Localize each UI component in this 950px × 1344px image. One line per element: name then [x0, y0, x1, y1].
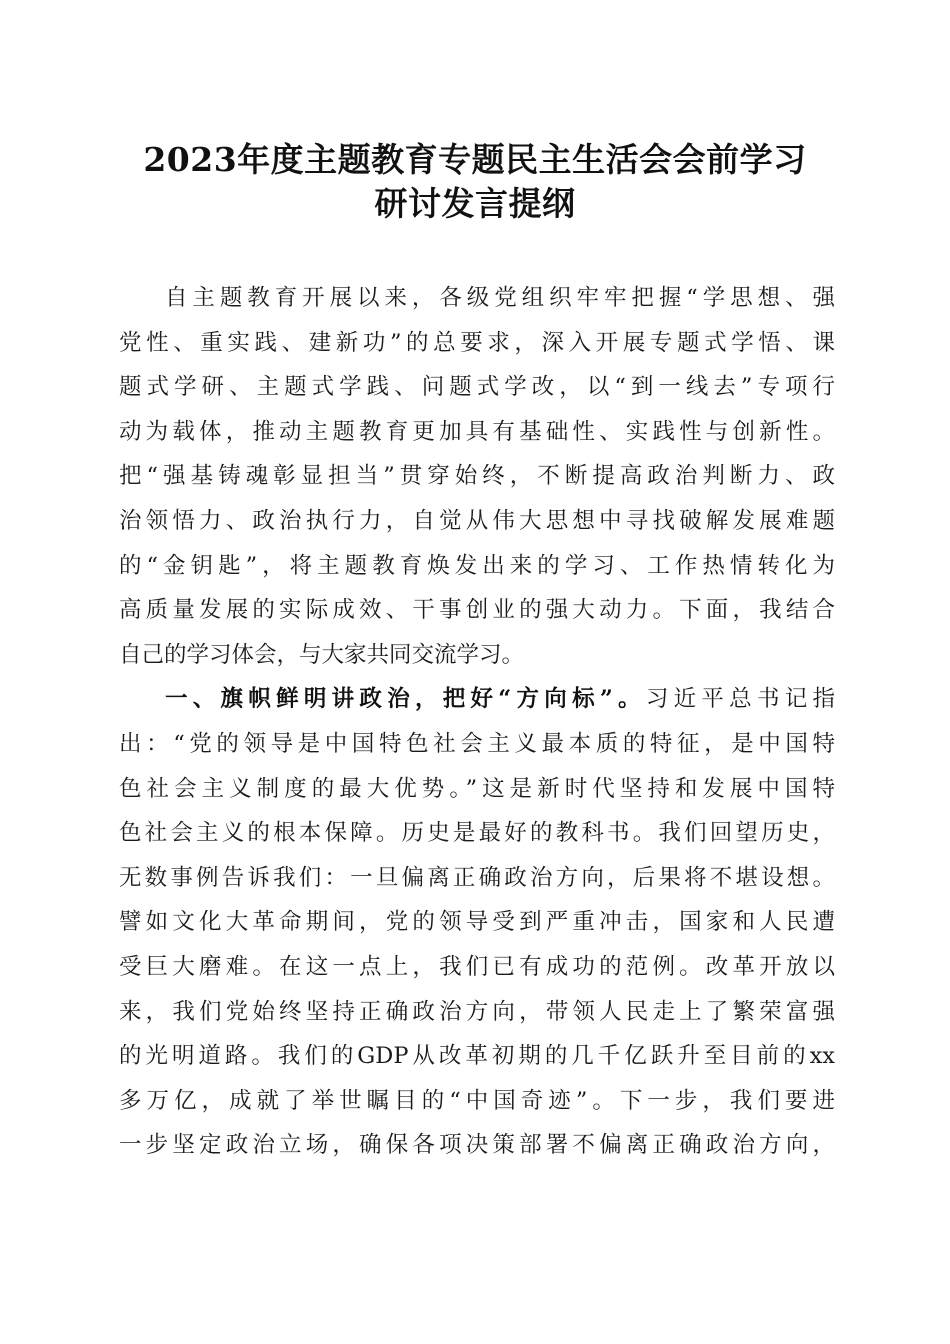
paragraph-1-line-3: 题式学研、主题式学践、问题式学改，以“到一线去”专项行 — [119, 374, 835, 401]
paragraph-2-line-1-rest: 习近平总书记指 — [645, 686, 835, 713]
paragraph-1-line-6: 治领悟力、政治执行力，自觉从伟大思想中寻找破解发展难题 — [119, 507, 835, 534]
paragraph-1-line-2: 党性、重实践、建新功”的总要求，深入开展专题式学悟、课 — [119, 329, 835, 356]
section-heading-1: 一、旗帜鲜明讲政治，把好“方向标”。 — [165, 686, 646, 713]
paragraph-2-line-7: 受巨大磨难。在这一点上，我们已有成功的范例。改革开放以 — [119, 953, 835, 980]
paragraph-1-line-9: 自己的学习体会，与大家共同交流学习。 — [119, 641, 525, 668]
paragraph-2-line-2: 出：“党的领导是中国特色社会主义最本质的特征，是中国特 — [119, 730, 835, 757]
paragraph-1-line-8: 高质量发展的实际成效、干事创业的强大动力。下面，我结合 — [119, 597, 835, 624]
document-title-line-2: 研讨发言提纲 — [374, 184, 576, 223]
paragraph-2-line-10: 多万亿，成就了举世瞩目的“中国奇迹”。下一步，我们要进 — [119, 1087, 835, 1114]
paragraph-2-line-5: 无数事例告诉我们：一旦偏离正确政治方向，后果将不堪设想。 — [119, 864, 835, 891]
paragraph-1-line-7: 的“金钥匙”，将主题教育焕发出来的学习、工作热情转化为 — [119, 552, 835, 579]
paragraph-1-line-4: 动为载体，推动主题教育更加具有基础性、实践性与创新性。 — [119, 418, 835, 445]
document-body — [119, 276, 835, 1168]
paragraph-2-line-9: 的光明道路。我们的GDP从改革初期的几千亿跃升至目前的xx — [119, 1043, 835, 1070]
paragraph-2-line-4: 色社会主义的根本保障。历史是最好的教科书。我们回望历史， — [119, 820, 835, 847]
paragraph-2-line-3: 色社会主义制度的最大优势。”这是新时代坚持和发展中国特 — [119, 775, 835, 802]
document-title-line-1: 2023年度主题教育专题民主生活会会前学习 — [143, 140, 807, 179]
paragraph-2-line-1 — [119, 677, 835, 722]
paragraph-1-line-1: 自主题教育开展以来，各级党组织牢牢把握“学思想、强 — [165, 285, 835, 311]
paragraph-2-line-8: 来，我们党始终坚持正确政治方向，带领人民走上了繁荣富强 — [119, 998, 835, 1025]
paragraph-2-line-6: 譬如文化大革命期间，党的领导受到严重冲击，国家和人民遭 — [119, 909, 835, 936]
paragraph-2-line-11: 一步坚定政治立场，确保各项决策部署不偏离正确政治方向， — [119, 1132, 835, 1159]
paragraph-1-line-5: 把“强基铸魂彰显担当”贯穿始终，不断提高政治判断力、政 — [119, 463, 835, 490]
